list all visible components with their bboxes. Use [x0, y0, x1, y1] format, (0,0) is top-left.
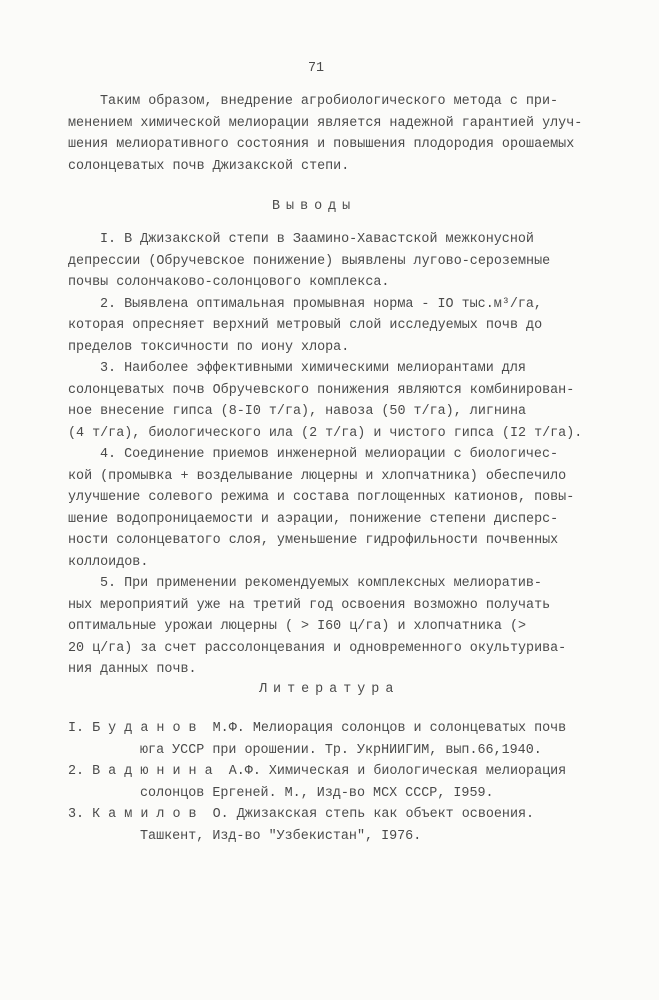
- conclusion-line: 2. Выявлена оптимальная промывная норма - IO тыс.м³/га,: [100, 296, 542, 312]
- reference-item: [68, 804, 566, 847]
- conclusion-line: улучшение солевого режима и состава поглощенных катионов, повы-: [68, 490, 575, 505]
- conclusion-line: ных мероприятий уже на третий год освоения возможно получать: [68, 597, 551, 613]
- conclusions-list: [68, 229, 582, 681]
- conclusion-line: которая опресняет верхний метровый слой исследуемых почв до: [68, 318, 543, 333]
- conclusion-line: шение водопроницаемости и аэрации, понижение степени дисперс-: [68, 511, 559, 527]
- intro-paragraph: [68, 91, 582, 177]
- conclusion-line: 20 ц/га) за счет рассолонцевания и одновременного окультурива-: [68, 640, 567, 656]
- text-line: солонцеватых почв Джизакской степи.: [68, 158, 350, 174]
- reference-first-line: 3. К а м и л о в О. Джизакская степь как объект освоения.: [68, 807, 535, 822]
- conclusion-line: ности солонцеватого слоя, уменьшение гидрофильности почвенных: [68, 533, 559, 548]
- references-list: [68, 718, 566, 847]
- conclusion-line: коллоидов.: [68, 554, 149, 570]
- conclusion-line: 5. При применении рекомендуемых комплексных мелиоратив-: [100, 576, 542, 591]
- reference-continuation: Ташкент, Изд-во "Узбекистан", I976.: [140, 828, 422, 844]
- reference-continuation: солонцов Ергеней. М., Изд-во МСХ СССР, I959.: [140, 785, 494, 801]
- conclusion-line: 4. Соединение приемов инженерной мелиорации с биологичес-: [100, 447, 559, 462]
- text-line: менением химической мелиорации является надежной гарантией улуч-: [68, 115, 583, 131]
- literature-heading: Литература: [259, 682, 400, 697]
- conclusion-line: пределов токсичности по иону хлора.: [68, 339, 350, 355]
- reference-first-line: I. Б у д а н о в М.Ф. Мелиорация солонцов и солонцеватых почв: [68, 721, 567, 736]
- conclusion-line: депрессии (Обручевское понижение) выявлены лугово-сероземные: [68, 253, 551, 269]
- reference-first-line: 2. В а д ю н и н а А.Ф. Химическая и биологическая мелиорация: [68, 764, 567, 779]
- reference-item: [68, 761, 566, 804]
- conclusion-line: I. В Джизакской степи в Заамино-Хавастской межконусной: [100, 232, 534, 247]
- conclusions-heading: Выводы: [272, 199, 357, 214]
- conclusion-line: ния данных почв.: [68, 662, 197, 677]
- conclusion-line: оптимальные урожаи люцерны ( > I60 ц/га) и хлопчатника (>: [68, 619, 527, 634]
- conclusion-line: ное внесение гипса (8-I0 т/га), навоза (50 т/га), лигнина: [68, 404, 527, 419]
- text-line: шения мелиоративного состояния и повышения плодородия орошаемых: [68, 137, 575, 152]
- conclusion-line: солонцеватых почв Обручевского понижения являются комбинирован-: [68, 382, 575, 398]
- reference-continuation: юга УССР при орошении. Тр. УкрНИИГИМ, вып.66,1940.: [140, 742, 542, 758]
- page-number: 71: [308, 61, 325, 76]
- conclusion-line: почвы солончаково-солонцового комплекса.: [68, 275, 390, 290]
- conclusion-line: 3. Наиболее эффективными химическими мелиорантами для: [100, 361, 526, 376]
- conclusion-line: кой (промывка + возделывание люцерны и хлопчатника) обеспечило: [68, 468, 567, 484]
- reference-item: [68, 718, 566, 761]
- conclusion-line: (4 т/га), биологического ила (2 т/га) и чистого гипса (I2 т/га).: [68, 425, 583, 441]
- text-line: Таким образом, внедрение агробиологического метода с при-: [100, 94, 559, 109]
